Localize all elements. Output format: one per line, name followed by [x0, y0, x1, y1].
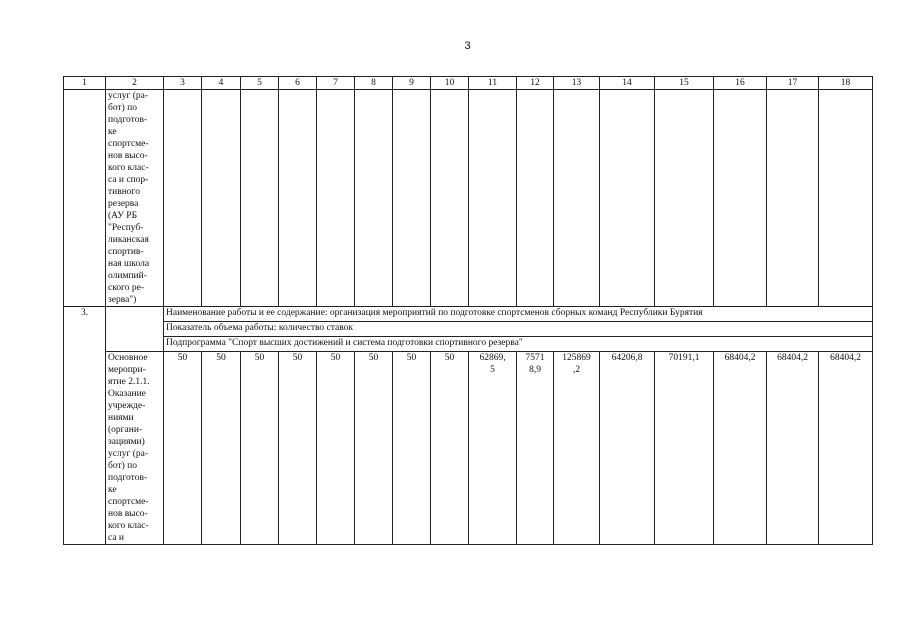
value-cell: [241, 90, 279, 307]
value-cell: [164, 90, 202, 307]
value-cell: [202, 90, 241, 307]
value-cell: [819, 90, 873, 307]
value-cell: 70191,1: [655, 352, 714, 545]
value-cell: [279, 90, 317, 307]
header-cell: 9: [393, 77, 431, 90]
section-row: [64, 337, 873, 352]
value-cell: [600, 90, 655, 307]
value-cell: 50: [164, 352, 202, 545]
value-cell: [431, 90, 469, 307]
value-cell: 68404,2: [714, 352, 767, 545]
value-cell: [655, 90, 714, 307]
value-cell: [517, 90, 554, 307]
header-cell: 17: [767, 77, 819, 90]
value-cell: 50: [393, 352, 431, 545]
empty-cell: [106, 307, 164, 352]
value-cell: 50: [202, 352, 241, 545]
section-row: [64, 307, 873, 322]
value-cell: [714, 90, 767, 307]
volume-indicator: Показатель объема работы: количество ставок: [164, 322, 873, 337]
header-cell: 2: [106, 77, 164, 90]
value-cell: 50: [317, 352, 355, 545]
value-cell: [355, 90, 393, 307]
header-cell: 16: [714, 77, 767, 90]
value-cell: 125869 ,2: [554, 352, 600, 545]
subprogram-title: Подпрограмма "Спорт высших достижений и система подготовки спортивного резерва": [164, 337, 873, 352]
work-name: Наименование работы и ее содержание: организация мероприятий по подготовке спортсменов сборных команд Республики Бурятия: [164, 307, 873, 322]
header-cell: 6: [279, 77, 317, 90]
value-cell: [393, 90, 431, 307]
index-cell: [64, 90, 106, 307]
value-cell: 68404,2: [767, 352, 819, 545]
header-cell: 11: [469, 77, 517, 90]
data-table: [63, 76, 873, 545]
table-row: [64, 352, 873, 545]
header-cell: 18: [819, 77, 873, 90]
header-cell: 4: [202, 77, 241, 90]
page-number: 3: [464, 40, 471, 52]
value-cell: 50: [355, 352, 393, 545]
header-cell: 10: [431, 77, 469, 90]
header-row: [64, 77, 873, 90]
value-cell: [469, 90, 517, 307]
header-cell: 1: [64, 77, 106, 90]
value-cell: 50: [279, 352, 317, 545]
description-cell: услуг (ра- бот) по подготов- ке спортсме- нов высо- кого клас- са и спор- тивного резерва (АУ РБ "Респуб- ликанская спортив- ная школа олимпий- ского ре- зерва"): [106, 90, 164, 307]
header-cell: 14: [600, 77, 655, 90]
table-row: [64, 90, 873, 307]
header-cell: 12: [517, 77, 554, 90]
header-cell: 5: [241, 77, 279, 90]
header-cell: 13: [554, 77, 600, 90]
value-cell: [767, 90, 819, 307]
value-cell: 64206,8: [600, 352, 655, 545]
header-cell: 15: [655, 77, 714, 90]
header-cell: 7: [317, 77, 355, 90]
value-cell: 7571 8,9: [517, 352, 554, 545]
value-cell: [554, 90, 600, 307]
value-cell: 50: [431, 352, 469, 545]
header-cell: 8: [355, 77, 393, 90]
value-cell: 50: [241, 352, 279, 545]
header-cell: 3: [164, 77, 202, 90]
description-cell: Основное меропри- ятие 2.1.1. Оказание учрежде- ниями (органи- зациями) услуг (ра- бот) по подготов- ке спортсме- нов высо- кого клас- са и: [106, 352, 164, 545]
value-cell: 62869, 5: [469, 352, 517, 545]
section-row: [64, 322, 873, 337]
value-cell: 68404,2: [819, 352, 873, 545]
section-index: 3.: [64, 307, 106, 545]
value-cell: [317, 90, 355, 307]
